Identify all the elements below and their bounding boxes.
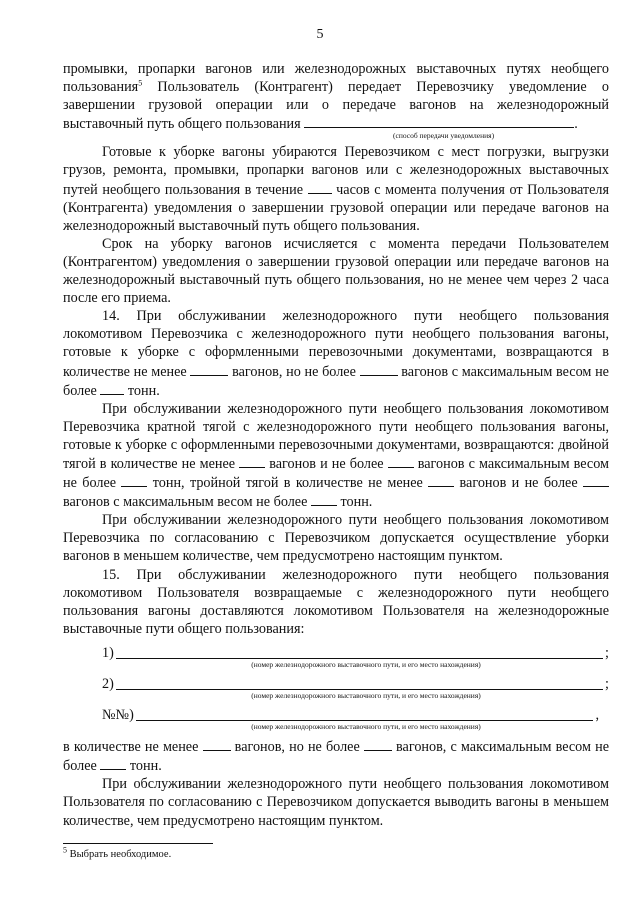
track-field-1-caption: (номер железнодорожного выставочного пути, и его место нахождения) bbox=[251, 660, 481, 669]
paragraph-user-agreement: При обслуживании железнодорожного пути необщего пользования локомотивом Пользователя по согласованию с Перевозчиком допускается выводить вагоны в меньшем количестве, чем предусмотрено настоящим пунктом. bbox=[63, 776, 609, 829]
field-label: 2) bbox=[102, 676, 114, 692]
footnote-divider bbox=[63, 843, 213, 844]
paragraph-text: Пользователь (Контрагент) передает Перевозчику уведомление о завершении грузовой операции или о передаче вагонов на железнодорожный выставочный путь общего пользования bbox=[63, 79, 609, 133]
field-label: №№) bbox=[102, 707, 134, 724]
paragraph-text: Готовые к уборке вагоны убираются Перевозчиком с мест погрузки, выгрузки грузов, ремонта, промывки, пропарки вагонов или с железнодорожных выставочных путей необщего пользования в течение bbox=[63, 144, 609, 198]
field-end: ; bbox=[605, 644, 609, 661]
notification-method-caption: (способ передачи уведомления) bbox=[393, 131, 495, 141]
notification-method-blank[interactable] bbox=[304, 114, 574, 128]
paragraph-text: часов с момента получения от Пользователя (Контрагента) уведомления о завершении грузовой операции или передаче вагонов на железнодорожный выставочный путь общего пользования. bbox=[63, 181, 609, 234]
paragraph-text: тонн. bbox=[336, 494, 373, 511]
paragraph-multiple-traction bbox=[63, 400, 609, 512]
max-weight-blank[interactable] bbox=[100, 381, 124, 395]
paragraph-text: тонн, тройной тягой в количестве не менее bbox=[147, 475, 429, 492]
field-end: ; bbox=[605, 676, 609, 692]
paragraph-text: вагонов с максимальным весом не более bbox=[63, 455, 610, 492]
double-max-weight-blank[interactable] bbox=[121, 473, 147, 487]
paragraph-text: вагонов, с максимальным весом не более bbox=[63, 739, 609, 775]
footnote-text: Выбрать необходимое. bbox=[67, 849, 172, 860]
paragraph-carrier-agreement: При обслуживании железнодорожного пути необщего пользования локомотивом Перевозчика по согласованию с Перевозчиком допускается осуществление уборки вагонов в меньшем количестве, чем предусмотрено настоящим пунктом. bbox=[63, 512, 609, 565]
paragraph-text: вагонов, но не более bbox=[228, 363, 360, 380]
track-field-2-caption: (номер железнодорожного выставочного пути, и его место нахождения) bbox=[251, 691, 481, 701]
max-wagons-blank[interactable] bbox=[360, 362, 398, 376]
double-min-wagons-blank[interactable] bbox=[239, 454, 265, 468]
user-min-wagons-blank[interactable] bbox=[203, 737, 231, 751]
paragraph-removal-term: Срок на уборку вагонов исчисляется с момента передачи Пользователем (Контрагентом) уведомления о завершении грузовой операции или передаче вагонов на железнодорожный выставочный путь общего пользования, но не менее чем через 2 часа после его приема. bbox=[63, 235, 609, 307]
paragraph-notification bbox=[63, 60, 609, 133]
footnote-ref: 5 bbox=[138, 78, 143, 88]
paragraph-text: в количестве не менее bbox=[63, 739, 203, 756]
paragraph-text: тонн. bbox=[124, 382, 160, 399]
paragraph-removal-time bbox=[63, 143, 609, 234]
track-field-1-input[interactable] bbox=[116, 644, 603, 659]
paragraph-text: При обслуживании железнодорожного пути необщего пользования локомотивом Перевозчика кратной тягой с железнодорожного пути необщего пользования вагоны, готовые к уборке с оформленными перевозочными документами, возвращаются: двойной тягой в количестве не менее bbox=[63, 400, 609, 472]
paragraph-text: вагонов и не более bbox=[454, 475, 583, 492]
paragraph-text: вагонов, но не более bbox=[230, 739, 364, 756]
triple-max-weight-blank[interactable] bbox=[311, 492, 337, 506]
track-field-2-input[interactable] bbox=[116, 675, 603, 690]
triple-max-wagons-blank[interactable] bbox=[583, 473, 609, 487]
paragraph-quantity bbox=[63, 737, 609, 775]
track-field-3-input[interactable] bbox=[136, 706, 594, 721]
field-end: , bbox=[595, 707, 599, 724]
paragraph-15: 15. При обслуживании железнодорожного пути необщего пользования локомотивом Пользователя возвращаемые с железнодорожного пути необщего пользования вагоны доставляются локомотивом Пользователя на железнодорожные выставочные пути общего пользования: bbox=[63, 566, 609, 637]
user-max-wagons-blank[interactable] bbox=[364, 737, 392, 751]
paragraph-14 bbox=[63, 307, 609, 399]
hours-blank[interactable] bbox=[308, 180, 332, 194]
min-wagons-blank[interactable] bbox=[190, 362, 228, 376]
paragraph-text: промывки, пропарки вагонов или железнодорожных выставочных путях необщего пользования bbox=[63, 61, 609, 96]
triple-min-wagons-blank[interactable] bbox=[428, 473, 454, 487]
document-body bbox=[63, 60, 609, 830]
user-max-weight-blank[interactable] bbox=[100, 756, 126, 770]
footnote bbox=[63, 845, 172, 860]
paragraph-text: вагонов с максимальным весом не более bbox=[63, 494, 311, 511]
paragraph-text: . bbox=[574, 116, 578, 133]
paragraph-text: вагонов с максимальным весом не более bbox=[63, 363, 609, 399]
track-field-3-caption: (номер железнодорожного выставочного пути, и его место нахождения) bbox=[251, 722, 481, 732]
page-number: 5 bbox=[316, 27, 324, 42]
paragraph-text: 14. При обслуживании железнодорожного пути необщего пользования локомотивом Перевозчика с железнодорожного пути необщего пользования вагоны, готовые к уборке с оформленными перевозочными документами, возвращаются в количестве не менее bbox=[63, 308, 609, 380]
paragraph-text: тонн. bbox=[126, 758, 162, 775]
double-max-wagons-blank[interactable] bbox=[388, 454, 414, 468]
field-label: 1) bbox=[102, 644, 114, 661]
paragraph-text: вагонов и не более bbox=[265, 455, 388, 472]
footnote-marker: 5 bbox=[63, 845, 67, 855]
